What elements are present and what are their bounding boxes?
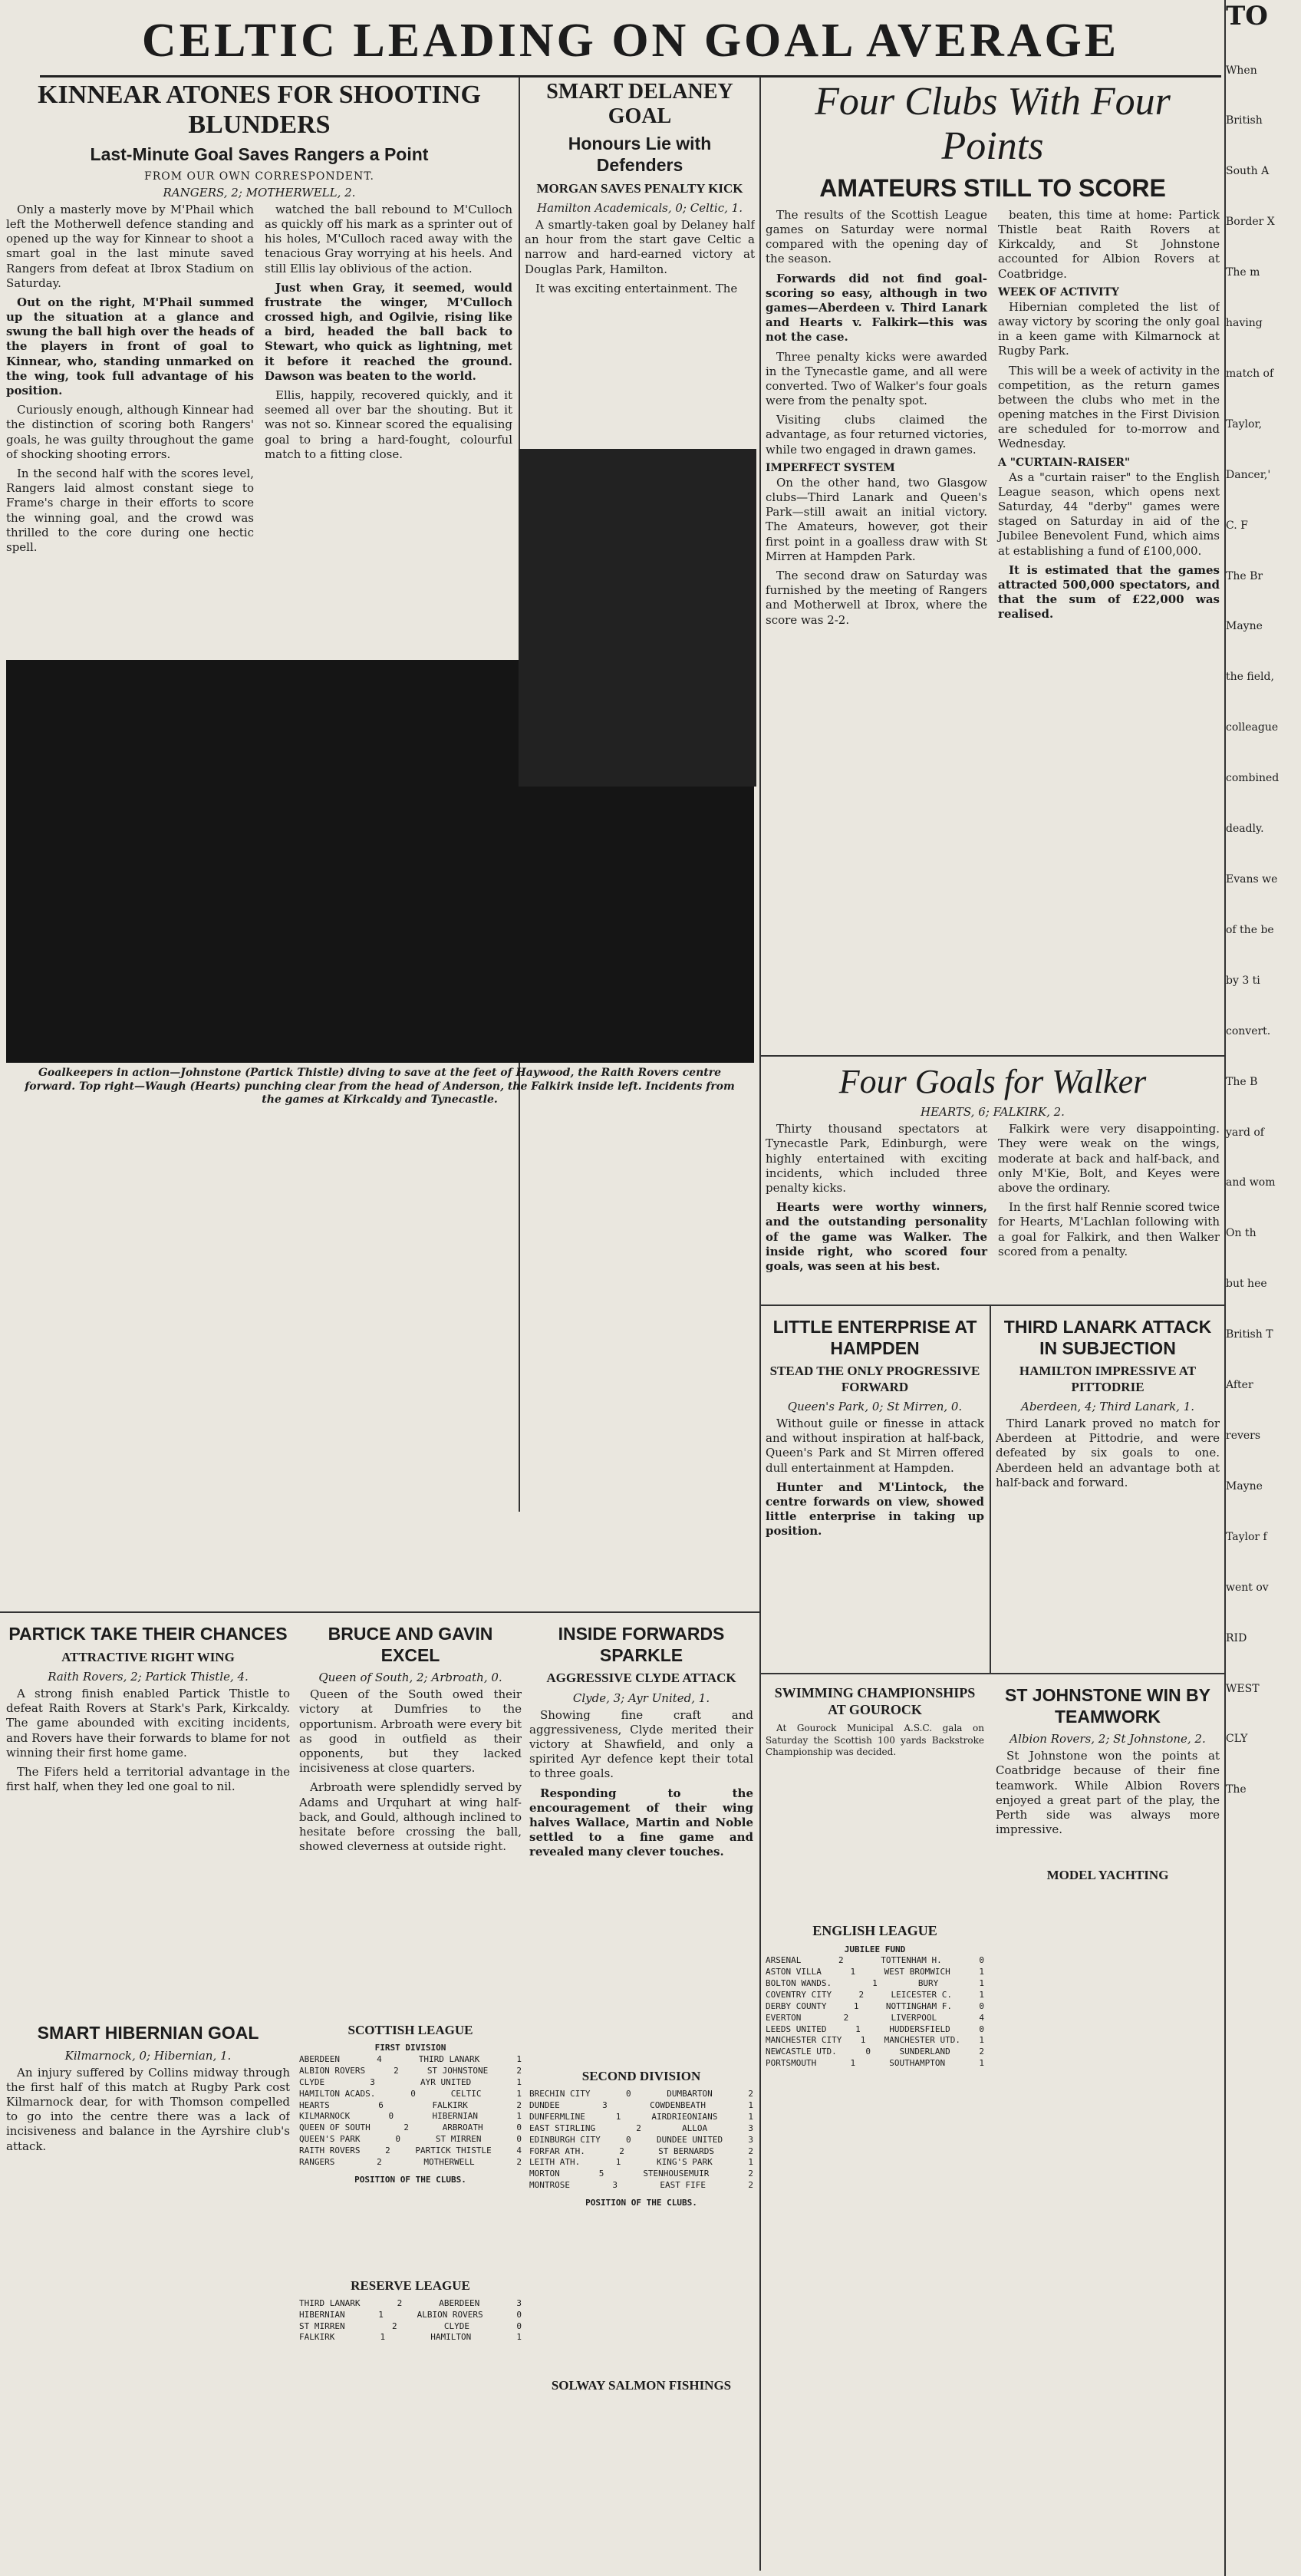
article-partick [6, 1619, 290, 2003]
cutoff-line: Taylor f [1226, 1530, 1267, 1543]
article-st-johnstone [996, 1681, 1220, 2218]
paragraph: Arbroath were splendidly served by Adams and Urquhart at wing half-back, and Gould, although inclined to hesitate before crossing the ball, showed cleverness at outside right. [299, 1780, 522, 1854]
side-heading: IMPERFECT SYSTEM [766, 461, 895, 474]
banner-headline [40, 6, 1221, 78]
match-score: Hamilton Academicals, 0; Celtic, 1. [537, 200, 743, 215]
cutoff-line: the field, [1226, 671, 1274, 684]
table-row: QUEEN OF SOUTH 2 ARBROATH 0 [299, 2122, 522, 2133]
table-row: MORTON 5 STENHOUSEMUIR 2 [529, 2169, 753, 2179]
paragraph: Out on the right, M'Phail summed up the situation at a glance and swung the ball high over the heads of the players in front of goal to Kinnear, who, standing unmarked on the wing, took full advantage of his position. [6, 295, 254, 398]
paragraph: The Fifers held a territorial advantage in the first half, when they led one goal to nil. [6, 1764, 290, 1794]
cutoff-line: British [1226, 114, 1263, 127]
paragraph: Only a masterly move by M'Phail which left the Motherwell defence standing and opened up the way for Kinnear to shoot a smart goal in the last minute saved Rangers from defeat at Ibrox Stadium on Saturday. [6, 202, 254, 290]
cutoff-line: South A [1226, 165, 1270, 178]
article-walker [766, 1063, 1220, 1293]
cutoff-line: Evans we [1226, 873, 1278, 886]
article-four-clubs [766, 80, 1220, 1051]
paragraph: The second draw on Saturday was furnished by the meeting of Rangers and Motherwell at Ibrox, where the score was 2-2. [766, 568, 987, 627]
article-title: INSIDE FORWARDS SPARKLE [558, 1624, 725, 1665]
table-row: LEITH ATH. 1 KING'S PARK 1 [529, 2157, 753, 2168]
paragraph: Curiously enough, although Kinnear had the distinction of scoring both Rangers' goals, he was guilty throughout the game of shocking shooting errors. [6, 403, 255, 461]
article-inside-forwards [529, 1619, 753, 2049]
table-title: SCOTTISH LEAGUE [347, 2023, 473, 2037]
paragraph: Without guile or finesse in attack and without inspiration at half-back, Queen's Park and St Mirren offered dull entertainment at Hampden. [766, 1416, 984, 1475]
cutoff-line: went ov [1226, 1581, 1269, 1594]
cutoff-line: WEST [1226, 1682, 1260, 1695]
cutoff-line: When [1226, 64, 1257, 77]
banner-title: CELTIC LEADING ON GOAL AVERAGE [141, 14, 1120, 67]
paragraph: Forwards did not find goal-scoring so easy, although in two games—Aberdeen v. Third Lanark and Hearts v. Falkirk—this was not the case. [766, 271, 987, 345]
table-row: PORTSMOUTH 1 SOUTHAMPTON 1 [766, 2058, 984, 2069]
article-subhead: ATTRACTIVE RIGHT WING [61, 1649, 235, 1664]
paragraph: An injury suffered by Collins midway through the first half of this match at Rugby Park cost Kilmarnock dear, for with Thomson compelled to go into the centre there was a lack of incisiveness and balance in the Ayrshire club's attack. [6, 2065, 290, 2153]
cutoff-line: combined [1226, 772, 1280, 785]
cutoff-line: TO [1226, 1, 1268, 31]
table-row: QUEEN'S PARK 0 ST MIRREN 0 [299, 2134, 522, 2145]
table-row: EVERTON 2 LIVERPOOL 4 [766, 2012, 984, 2023]
table-row: EDINBURGH CITY 0 DUNDEE UNITED 3 [529, 2134, 753, 2145]
cutoff-line: but hee [1226, 1278, 1267, 1291]
table-second-division [529, 2064, 753, 2555]
paragraph: A strong finish enabled Partick Thistle to defeat Raith Rovers at Stark's Park, Kirkcaldy. The game abounded with exciting incidents, and Rovers have their forwards to blame for not winning their first home game. [6, 1686, 290, 1760]
paragraph: It is estimated that the games attracted 500,000 spectators, and that the sum of £22,000 was realised. [998, 562, 1220, 622]
side-heading: A "CURTAIN-RAISER" [998, 456, 1131, 469]
article-subhead: AGGRESSIVE CLYDE ATTACK [546, 1671, 736, 1686]
article-title: Four Clubs With Four Points [815, 80, 1171, 169]
table-row: FORFAR ATH. 2 ST BERNARDS 2 [529, 2146, 753, 2156]
paragraph: On the other hand, two Glasgow clubs—Third Lanark and Queen's Park—still await an initial victory. The Amateurs, however, got their first point in a goalless draw with St Mirren at Hampden Park. [766, 475, 987, 563]
paragraph: Queen of the South owed their victory at Dumfries to the opportunism. Arbroath were every bit as good in outfield as their opponents, but they lacked incisiveness at close quarters. [299, 1687, 522, 1776]
cutoff-line: Dancer,' [1226, 468, 1271, 481]
article-third-lanark [996, 1312, 1220, 1665]
article-title: ST JOHNSTONE WIN BY TEAMWORK [1005, 1685, 1210, 1727]
match-score: Raith Rovers, 2; Partick Thistle, 4. [48, 1669, 249, 1684]
cutoff-line: British T [1226, 1328, 1273, 1341]
article-title: LITTLE ENTERPRISE AT HAMPDEN [772, 1317, 977, 1358]
match-score: Queen's Park, 0; St Mirren, 0. [787, 1399, 963, 1413]
cutoff-line: The [1226, 1783, 1247, 1796]
table-subtitle: FIRST DIVISION [374, 2043, 446, 2053]
article-subhead: HAMILTON IMPRESSIVE AT PITTODRIE [1019, 1364, 1197, 1394]
cutoff-line: having [1226, 317, 1263, 330]
paragraph: Falkirk were very disappointing. They were weak on the wings, moderate at back and half-back, and only M'Kie, Bolt, and Keyes were above the ordinary. [998, 1122, 1220, 1196]
cutoff-line: and wom [1226, 1176, 1276, 1189]
table-row: DUNFERMLINE 1 AIRDRIEONIANS 1 [529, 2112, 753, 2122]
table-row: NEWCASTLE UTD. 0 SUNDERLAND 2 [766, 2047, 984, 2057]
paragraph: Visiting clubs claimed the advantage, as four returned victories, while two engaged in drawn games. [766, 413, 987, 457]
cutoff-line: Taylor, [1226, 417, 1263, 430]
table-row: BOLTON WANDS. 1 BURY 1 [766, 1978, 984, 1989]
table-row: MANCHESTER CITY 1 MANCHESTER UTD. 1 [766, 2035, 984, 2046]
paragraph: This will be a week of activity in the competition, as the return games between the clubs who met in the opening matches in the First Division are scheduled for to-morrow and Wednesday. [998, 363, 1220, 451]
table-subtitle: POSITION OF THE CLUBS. [354, 2174, 466, 2185]
table-row: HIBERNIAN 1 ALBION ROVERS 0 [299, 2309, 522, 2320]
table-row: DUNDEE 3 COWDENBEATH 1 [529, 2100, 753, 2111]
table-row: RANGERS 2 MOTHERWELL 2 [299, 2156, 522, 2167]
section-rule [759, 1304, 1224, 1306]
table-row: BRECHIN CITY 0 DUMBARTON 2 [529, 2089, 753, 2099]
table-title: ENGLISH LEAGUE [812, 1923, 937, 1938]
cutoff-line: colleague [1226, 721, 1279, 734]
article-title: BRUCE AND GAVIN EXCEL [328, 1624, 493, 1665]
article-title: Four Goals for Walker [838, 1063, 1147, 1100]
paragraph: Ellis, happily, recovered quickly, and it seemed all over bar the shouting. But it was not so. Kinnear scored the equalising goal to bring a hard-fought, colourful match to a fitting close. [265, 388, 512, 461]
article-title: SMART HIBERNIAN GOAL [37, 2023, 259, 2043]
table-title: RESERVE LEAGUE [351, 2278, 470, 2293]
cutoff-line: Mayne [1226, 620, 1263, 633]
table-subtitle: JUBILEE FUND [844, 1944, 906, 1954]
section-rule [759, 1055, 1224, 1057]
article-delaney [525, 80, 755, 440]
cutoff-line: CLY [1226, 1733, 1248, 1746]
table-title: SECOND DIVISION [581, 2069, 701, 2083]
cutoff-line: deadly. [1226, 823, 1264, 836]
paragraph: Just when Gray, it seemed, would frustrate the winger, M'Culloch crossed high, and Ogilvie, rising like a bird, headed the ball back to Stewart, who quick as lightning, met it before it reached the ground. Dawson was beaten to the world. [265, 280, 512, 383]
column-rule [759, 77, 761, 2571]
paragraph: Thirty thousand spectators at Tynecastle Park, Edinburgh, were highly entertained with exciting incidents, which included three penalty kicks. [766, 1122, 987, 1196]
table-row: HEARTS 6 FALKIRK 2 [299, 2099, 522, 2110]
cutoff-line: RID [1226, 1631, 1247, 1644]
table-english-league [766, 1918, 984, 2555]
paragraph: Hibernian completed the list of away victory by scoring the only goal in a keen game with Kilmarnock at Rugby Park. [998, 299, 1220, 358]
paragraph: It was exciting entertainment. The [535, 281, 738, 295]
table-row: ST MIRREN 2 CLYDE 0 [299, 2320, 522, 2331]
match-score: HEARTS, 6; FALKIRK, 2. [921, 1105, 1065, 1120]
table-row: ABERDEEN 4 THIRD LANARK 1 [299, 2054, 522, 2065]
table-scottish-league [299, 2018, 522, 2555]
cutoff-line: convert. [1226, 1024, 1271, 1037]
table-row: KILMARNOCK 0 HIBERNIAN 1 [299, 2111, 522, 2122]
article-title: PARTICK TAKE THEIR CHANCES [8, 1624, 288, 1644]
table-subtitle: POSITION OF THE CLUBS. [585, 2197, 697, 2208]
article-little-enterprise [766, 1312, 984, 1665]
section-rule [759, 1673, 1224, 1674]
paragraph: watched the ball rebound to M'Culloch as quickly off his mark as a sprinter out of his holes, M'Culloch raced away with the tenacious Gray worrying at his heels. And still Ellis lay oblivious of the action. [265, 202, 512, 275]
table-row: THIRD LANARK 2 ABERDEEN 3 [299, 2297, 522, 2308]
cutoff-line: Border X [1226, 216, 1275, 229]
match-score: RANGERS, 2; MOTHERWELL, 2. [163, 185, 356, 200]
article-subtitle: AMATEURS STILL TO SCORE [819, 174, 1166, 203]
table-row: ALBION ROVERS 2 ST JOHNSTONE 2 [299, 2066, 522, 2076]
cutoff-line: revers [1226, 1429, 1261, 1442]
article-title: SMART DELANEY GOAL [546, 80, 733, 129]
cutoff-line: Mayne [1226, 1479, 1263, 1492]
table-row: MONTROSE 3 EAST FIFE 2 [529, 2180, 753, 2191]
paragraph: The results of the Scottish League games on Saturday were normal compared with the opening day of the season. [766, 207, 987, 266]
cutoff-line: On th [1226, 1227, 1257, 1240]
article-swimming [766, 1681, 984, 1911]
table-row: ASTON VILLA 1 WEST BROMWICH 1 [766, 1967, 984, 1977]
table-row: DERBY COUNTY 1 NOTTINGHAM F. 0 [766, 2000, 984, 2011]
match-score: Albion Rovers, 2; St Johnstone, 2. [1010, 1732, 1206, 1746]
table-row: RAITH ROVERS 2 PARTICK THISTLE 4 [299, 2145, 522, 2155]
cutoff-line: The B [1226, 1075, 1258, 1088]
paragraph: Showing fine craft and aggressiveness, Clyde merited their victory at Shawfield, and only a spirited Ayr defence kept their total to three goals. [529, 1707, 753, 1781]
article-title: MODEL YACHTING [1046, 1868, 1169, 1883]
article-kinnear [6, 80, 512, 648]
match-score: Kilmarnock, 0; Hibernian, 1. [64, 2048, 232, 2063]
cutoff-line: by 3 ti [1226, 974, 1260, 987]
byline: FROM OUR OWN CORRESPONDENT. [143, 170, 374, 183]
article-title: SWIMMING CHAMPIONSHIPS AT GOUROCK [774, 1685, 976, 1717]
paragraph: At Gourock Municipal A.S.C. gala on Saturday the Scottish 100 yards Backstroke Championship was decided. [766, 1723, 984, 1757]
column-rule [990, 1304, 991, 1673]
paragraph: St Johnstone won the points at Coatbridge because of their fine teamwork. While Albion Rovers enjoyed a great part of the play, the Perth side was always more impressive. [996, 1749, 1220, 1837]
article-title: THIRD LANARK ATTACK IN SUBJECTION [1003, 1317, 1212, 1358]
photo-caption: Goalkeepers in action—Johnstone (Partick Thistle) diving to save at the feet of Haywood, the Raith Rovers centre forward. Top right—Waugh (Hearts) punching clear from the head of Anderson, the Falkirk inside left. Incidents from the games at Kirkcaldy and Tynecastle. [25, 1067, 735, 1106]
table-row: EAST STIRLING 2 ALLOA 3 [529, 2122, 753, 2133]
paragraph: As a "curtain raiser" to the English League season, which opens next Saturday, 44 "derby" games were staged on Saturday in aid of the Jubilee Benevolent Fund, which aims at establishing a fund of £100,000. [998, 470, 1220, 558]
paragraph: Responding to the encouragement of their wing halves Wallace, Martin and Noble settled to a fine game and revealed many clever touches. [529, 1786, 753, 1859]
cutoff-line: yard of [1226, 1126, 1264, 1139]
paragraph: Third Lanark proved no match for Aberdeen at Pittodrie, and were defeated by six goals to one. Aberdeen held an advantage both at half-back and forward. [996, 1416, 1220, 1489]
paragraph: Hearts were worthy winners, and the outstanding personality of the game was Walker. The inside right, who scored four goals, was seen at his best. [766, 1200, 987, 1273]
cutoff-line: match of [1226, 367, 1274, 380]
article-subhead: MORGAN SAVES PENALTY KICK [536, 180, 743, 196]
match-score: Aberdeen, 4; Third Lanark, 1. [1020, 1399, 1195, 1413]
paragraph: In the first half Rennie scored twice for Hearts, M'Lachlan following with a goal for Falkirk, and then Walker scored from a penalty. [998, 1200, 1220, 1258]
cutoff-line: of the be [1226, 923, 1274, 936]
match-score: Clyde, 3; Ayr United, 1. [572, 1690, 710, 1705]
article-bruce [299, 1619, 522, 2003]
table-row: COVENTRY CITY 2 LEICESTER C. 1 [766, 1989, 984, 2000]
cutoff-line: The Br [1226, 569, 1263, 582]
table-row: ARSENAL 2 TOTTENHAM H. 0 [766, 1955, 984, 1966]
table-row: HAMILTON ACADS. 0 CELTIC 1 [299, 2088, 522, 2099]
article-subhead: STEAD THE ONLY PROGRESSIVE FORWARD [769, 1364, 980, 1394]
article-subtitle: Honours Lie with Defenders [568, 134, 712, 175]
cutoff-line: C. F [1226, 519, 1248, 532]
table-row: LEEDS UNITED 1 HUDDERSFIELD 0 [766, 2024, 984, 2034]
paragraph: beaten, this time at home: Partick Thistle beat Raith Rovers at Kirkcaldy, and St Johnstone accounted for Albion Rovers at Coatbridge. [998, 207, 1220, 281]
side-heading: WEEK OF ACTIVITY [998, 285, 1119, 298]
paragraph: A smartly-taken goal by Delaney half an hour from the start gave Celtic a narrow and hard-earned victory at Douglas Park, Hamilton. [525, 217, 755, 276]
paragraph: In the second half with the scores level, Rangers laid almost constant siege to Frame's charge in their efforts to score the winning goal, and the crowd was thrilled to the core during one hectic spell. [6, 466, 254, 554]
table-row: CLYDE 3 AYR UNITED 1 [299, 2076, 522, 2087]
table-row: FALKIRK 1 HAMILTON 1 [299, 2332, 522, 2343]
cutoff-line: After [1226, 1379, 1253, 1392]
cutoff-line: The m [1226, 266, 1260, 279]
article-title: SOLWAY SALMON FISHINGS [551, 2377, 732, 2393]
section-rule [0, 1611, 759, 1613]
article-subtitle: Last-Minute Goal Saves Rangers a Point [90, 144, 429, 165]
cutoff-column [1226, 0, 1301, 2576]
match-score: Queen of South, 2; Arbroath, 0. [318, 1671, 502, 1685]
paragraph: Hunter and M'Lintock, the centre forwards on view, showed little enterprise in taking up position. [766, 1479, 984, 1539]
match-photo-punch [519, 449, 756, 787]
article-title: KINNEAR ATONES FOR SHOOTING BLUNDERS [38, 81, 481, 140]
article-hibernian [6, 2018, 290, 2555]
paragraph: Three penalty kicks were awarded in the Tynecastle game, and all were converted. Two of Walker's four goals were from the penalty spot. [766, 349, 987, 408]
